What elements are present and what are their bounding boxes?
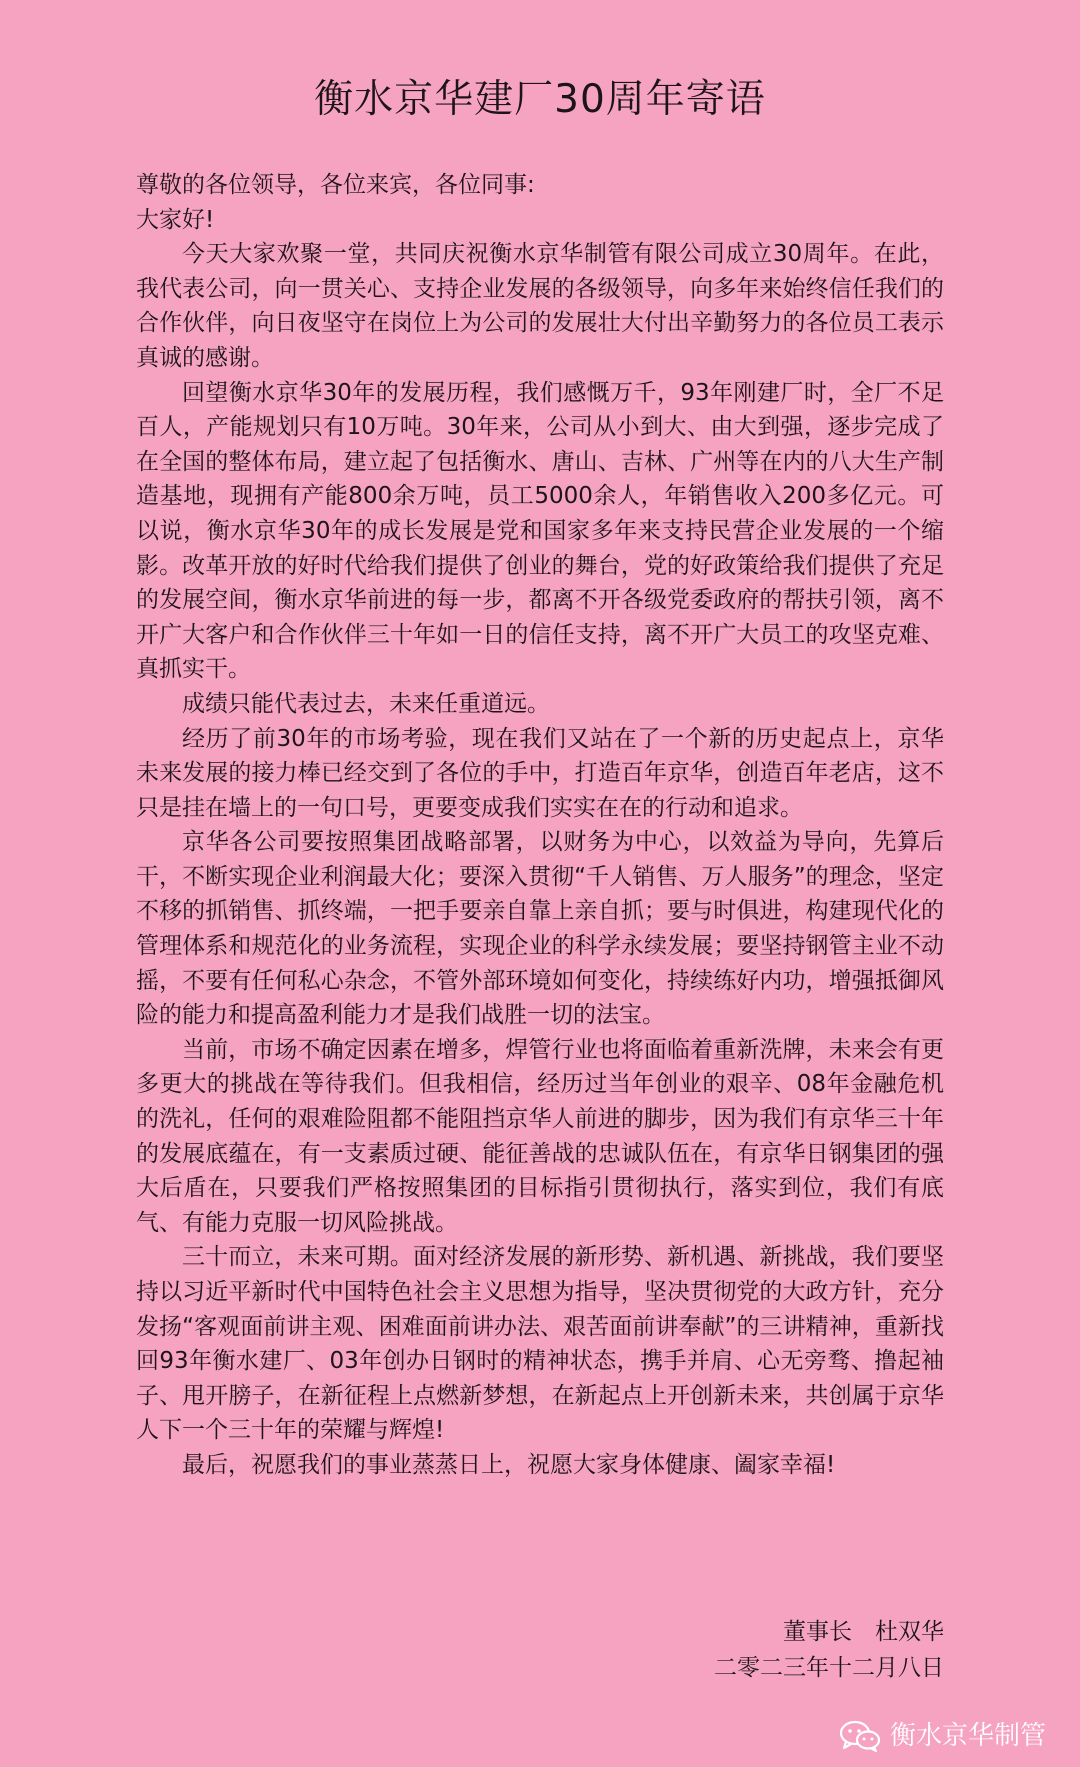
watermark-text: 衡水京华制管 [889,1721,1046,1751]
wechat-icon [838,1720,882,1752]
letter-body [136,168,944,1483]
salutation: 尊敬的各位领导，各位来宾，各位同事: [136,172,535,198]
paragraph: 回望衡水京华30年的发展历程，我们感慨万千，93年刚建厂时，全厂不足百人，产能规划只有10万吨。30年来，公司从小到大、由大到强，逐步完成了在全国的整体布局，建立起了包括衡水、唐山、吉林、广州等在内的八大生产制造基地，现拥有产能800余万吨，员工5000余人，年销售收入200多亿元。可以说，衡水京华30年的成长发展是党和国家多年来支持民营企业发展的一个缩影。改革开放的好时代给我们提供了创业的舞台，党的好政策给我们提供了充足的发展空间，衡水京华前进的每一步，都离不开各级党委政府的帮扶引领，离不开广大客户和合作伙伴三十年如一日的信任支持，离不开广大员工的攻坚克难、真抓实干。 [136,379,944,683]
signature-date: 二零二三年十二月八日 [714,1655,944,1681]
paragraph: 最后，祝愿我们的事业蒸蒸日上，祝愿大家身体健康、阖家幸福! [182,1451,836,1478]
paragraph: 成绩只能代表过去，未来任重道远。 [182,690,550,717]
signatory-name: 董事长 杜双华 [783,1619,944,1645]
signature-block [714,1614,944,1686]
greeting: 大家好! [136,206,215,233]
page-title: 衡水京华建厂30周年寄语 [314,77,766,122]
paragraph: 三十而立，未来可期。面对经济发展的新形势、新机遇、新挑战，我们要坚持以习近平新时代中国特色社会主义思想为指导，坚决贯彻党的大政方针，充分发扬“客观面前讲主观、困难面前讲办法、艰苦面前讲奉献”的三讲精神，重新找回93年衡水建厂、03年创办日钢时的精神状态，携手并肩、心无旁骛、撸起袖子、甩开膀子，在新征程上点燃新梦想，在新起点上开创新未来，共创属于京华人下一个三十年的荣耀与辉煌! [136,1244,944,1444]
paragraph: 当前，市场不确定因素在增多，焊管行业也将面临着重新洗牌，未来会有更多更大的挑战在等待我们。但我相信，经历过当年创业的艰辛、08年金融危机的洗礼，任何的艰难险阻都不能阻挡京华人前进的脚步，因为我们有京华三十年的发展底蕴在，有一支素质过硬、能征善战的忠诚队伍在，有京华日钢集团的强大后盾在，只要我们严格按照集团的目标指引贯彻执行，落实到位，我们有底气、有能力克服一切风险挑战。 [136,1036,944,1236]
paragraph: 今天大家欢聚一堂，共同庆祝衡水京华制管有限公司成立30周年。在此，我代表公司，向一贯关心、支持企业发展的各级领导，向多年来始终信任我们的合作伙伴，向日夜坚守在岗位上为公司的发展壮大付出辛勤努力的各位员工表示真诚的感谢。 [136,241,944,371]
paragraph: 经历了前30年的市场考验，现在我们又站在了一个新的历史起点上，京华未来发展的接力棒已经交到了各位的手中，打造百年京华，创造百年老店，这不只是挂在墙上的一句口号，更要变成我们实实在在的行动和追求。 [136,725,944,821]
wechat-account-watermark [838,1720,1046,1752]
paragraph: 京华各公司要按照集团战略部署，以财务为中心，以效益为导向，先算后干，不断实现企业利润最大化；要深入贯彻“千人销售、万人服务”的理念，坚定不移的抓销售、抓终端，一把手要亲自靠上亲自抓；要与时俱进，构建现代化的管理体系和规范化的业务流程，实现企业的科学永续发展；要坚持钢管主业不动摇，不要有任何私心杂念，不管外部环境如何变化，持续练好内功，增强抵御风险的能力和提高盈利能力才是我们战胜一切的法宝。 [136,829,944,1029]
